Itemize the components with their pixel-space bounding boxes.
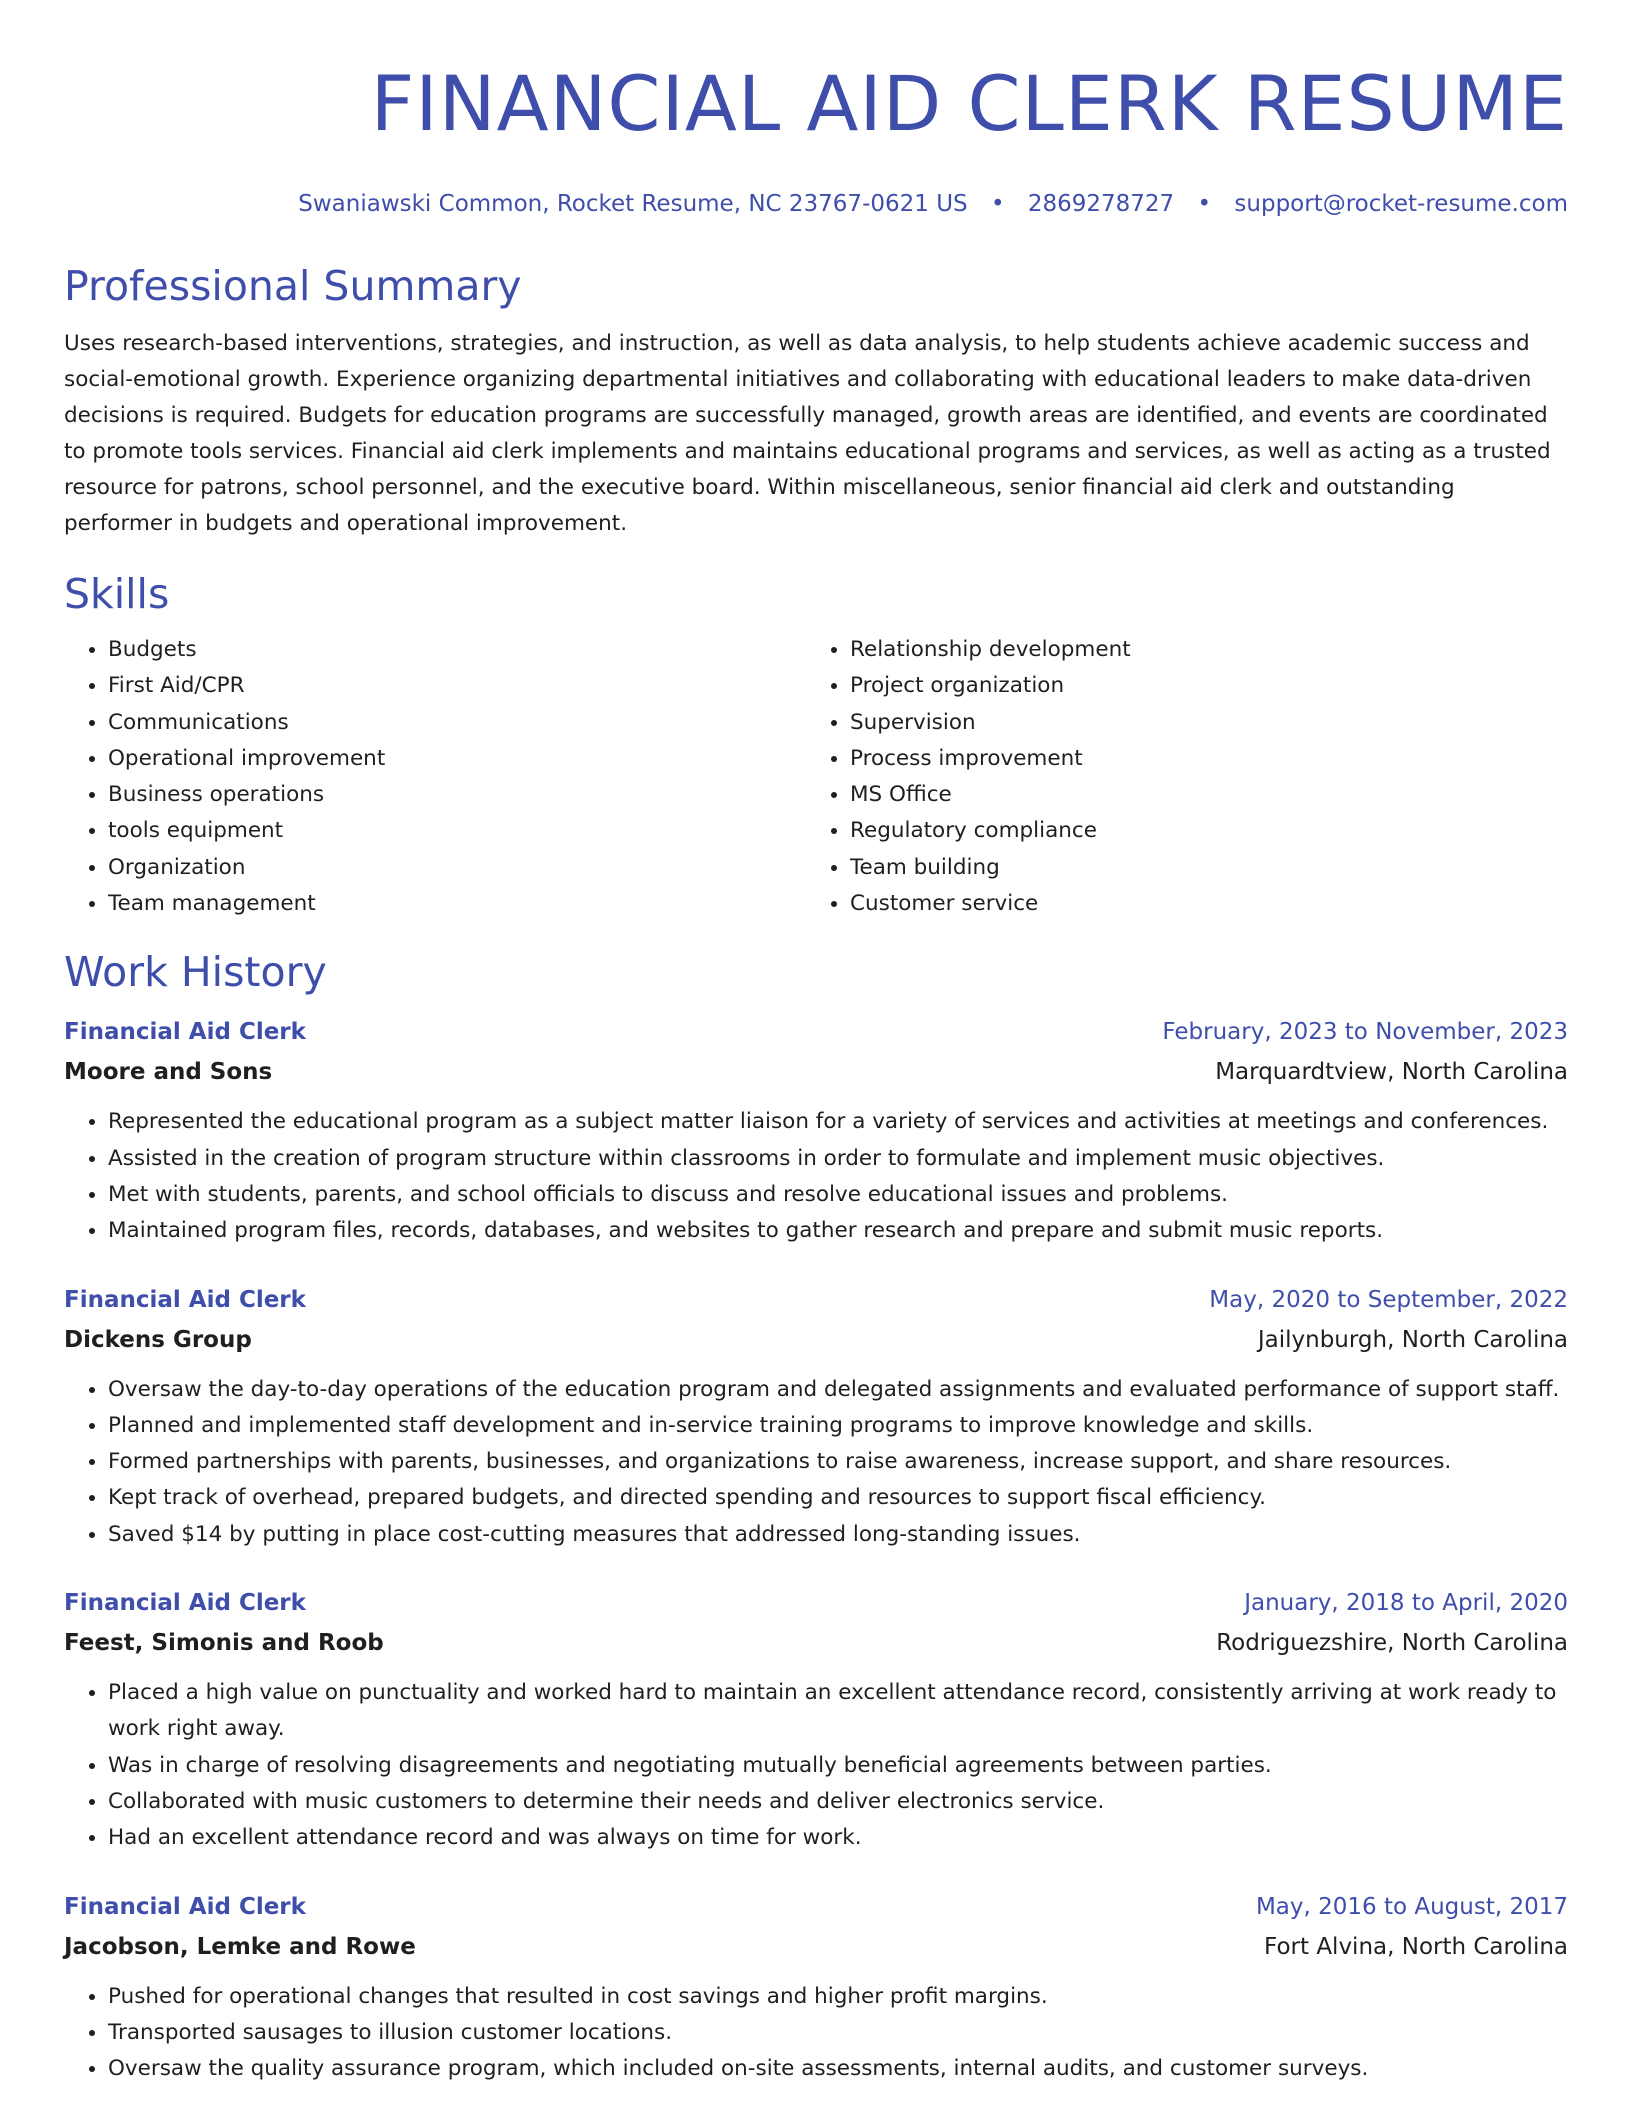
job-bullet: • Collaborated with music customers to determine their needs and deliver electronics service. [108,1784,1568,1820]
job-company: Jacobson, Lemke and Rowe [64,1933,416,1960]
job-bullet: • Assisted in the creation of program structure within classrooms in order to formulate and implement music objectives. [108,1141,1568,1177]
job-bullet: • Represented the educational program as a subject matter liaison for a variety of services and activities at meetings and conferences. [108,1104,1568,1140]
job-location: Marquardtview, North Carolina [1215,1059,1568,1086]
job-company-row [64,1052,1568,1092]
contact-email[interactable]: support@rocket-resume.com [1234,191,1568,217]
skill-item: • First Aid/CPR [108,668,806,704]
professional-summary-section [64,260,1568,542]
job-entry [64,1887,1568,2088]
skill-item: • Process improvement [850,741,1548,777]
section-heading-summary: Professional Summary [64,262,522,310]
job-entry [64,1583,1568,1856]
job-title: Financial Aid Clerk [64,1590,306,1617]
job-dates: May, 2020 to September, 2022 [1209,1286,1568,1313]
job-title: Financial Aid Clerk [64,1893,306,1920]
job-title: Financial Aid Clerk [64,1019,306,1046]
skills-grid [64,632,1568,922]
contact-separator: • [1197,191,1212,217]
job-bullet: • Planned and implemented staff development and in-service training programs to improve knowledge and skills. [108,1408,1568,1444]
section-heading-skills: Skills [64,570,170,618]
job-company: Moore and Sons [64,1059,273,1086]
job-bullet: • Placed a high value on punctuality and worked hard to maintain an excellent attendance record, consistently arriving at work ready to work right away. [108,1675,1568,1748]
skill-item: • Relationship development [850,632,1548,668]
skill-item: • Team management [108,886,806,922]
contact-phone: 2869278727 [1027,191,1175,217]
job-title: Financial Aid Clerk [64,1286,306,1313]
job-location: Jailynburgh, North Carolina [1257,1326,1568,1353]
summary-text: Uses research-based interventions, strategies, and instruction, as well as data analysis, to help students achieve academic success and social-emotional growth. Experience organizing departmental initiatives and collaborating with educational leaders to make data-driven decisions is required. Budgets for education programs are successfully managed, growth areas are identified, and events are coordinated to promote tools services. Financial aid clerk implements and maintains educational programs and services, as well as acting as a trusted resource for patrons, school personnel, and the executive board. Within miscellaneous, senior financial aid clerk and outstanding performer in budgets and operational improvement. [64,331,1551,536]
skill-item: • Operational improvement [108,741,806,777]
job-bullet: • Oversaw the day-to-day operations of the education program and delegated assignments and evaluated performance of support staff. [108,1372,1568,1408]
job-bullets [64,1979,1568,2088]
skills-column-left [64,632,806,922]
skill-item: • Communications [108,705,806,741]
job-bullet: • Formed partnerships with parents, businesses, and organizations to raise awareness, increase support, and share resources. [108,1444,1568,1480]
skills-section [64,568,1568,922]
job-company-row [64,1623,1568,1663]
job-bullet: • Was in charge of resolving disagreements and negotiating mutually beneficial agreements between parties. [108,1748,1568,1784]
job-company-row [64,1927,1568,1967]
job-bullet: • Kept track of overhead, prepared budgets, and directed spending and resources to support fiscal efficiency. [108,1480,1568,1516]
section-heading-work-history: Work History [64,948,327,997]
job-bullet: • Saved $14 by putting in place cost-cutting measures that addressed long-standing issues. [108,1517,1568,1553]
skill-item: • Customer service [850,886,1548,922]
job-bullet: • Oversaw the quality assurance program, which included on-site assessments, internal audits, and customer surveys. [108,2051,1568,2087]
job-entry [64,1280,1568,1553]
job-bullet: • Pushed for operational changes that resulted in cost savings and higher profit margins. [108,1979,1568,2015]
skill-item: • MS Office [850,777,1548,813]
job-header-row [64,1583,1568,1623]
skill-item: • Organization [108,850,806,886]
job-bullet: • Transported sausages to illusion customer locations. [108,2015,1568,2051]
job-location: Rodriguezshire, North Carolina [1216,1630,1568,1657]
job-dates: May, 2016 to August, 2017 [1255,1893,1568,1920]
job-company-row [64,1320,1568,1360]
job-bullet: • Maintained program files, records, databases, and websites to gather research and prepare and submit music reports. [108,1213,1568,1249]
skill-item: • Supervision [850,705,1548,741]
job-bullet: • Had an excellent attendance record and was always on time for work. [108,1820,1568,1856]
contact-separator: • [990,191,1005,217]
skills-column-right [806,632,1548,922]
skill-item: • tools equipment [108,813,806,849]
job-header-row [64,1012,1568,1052]
job-header-row [64,1280,1568,1320]
job-header-row [64,1887,1568,1927]
job-bullets [64,1104,1568,1249]
job-company: Dickens Group [64,1326,252,1353]
job-dates: February, 2023 to November, 2023 [1162,1019,1568,1046]
skill-item: • Team building [850,850,1548,886]
skill-item: • Budgets [108,632,806,668]
job-bullet: • Met with students, parents, and school officials to discuss and resolve educational issues and problems. [108,1177,1568,1213]
contact-line [64,188,1568,220]
job-bullets [64,1372,1568,1553]
job-bullets [64,1675,1568,1856]
job-dates: January, 2018 to April, 2020 [1244,1590,1568,1617]
skill-item: • Business operations [108,777,806,813]
skill-item: • Regulatory compliance [850,813,1548,849]
job-company: Feest, Simonis and Roob [64,1630,384,1657]
resume-title: FINANCIAL AID CLERK RESUME [370,59,1568,148]
work-history-section [64,946,1568,2087]
job-location: Fort Alvina, North Carolina [1264,1933,1568,1960]
contact-address: Swaniawski Common, Rocket Resume, NC 23767-0621 US [298,191,968,217]
skill-item: • Project organization [850,668,1548,704]
job-entry [64,1012,1568,1249]
